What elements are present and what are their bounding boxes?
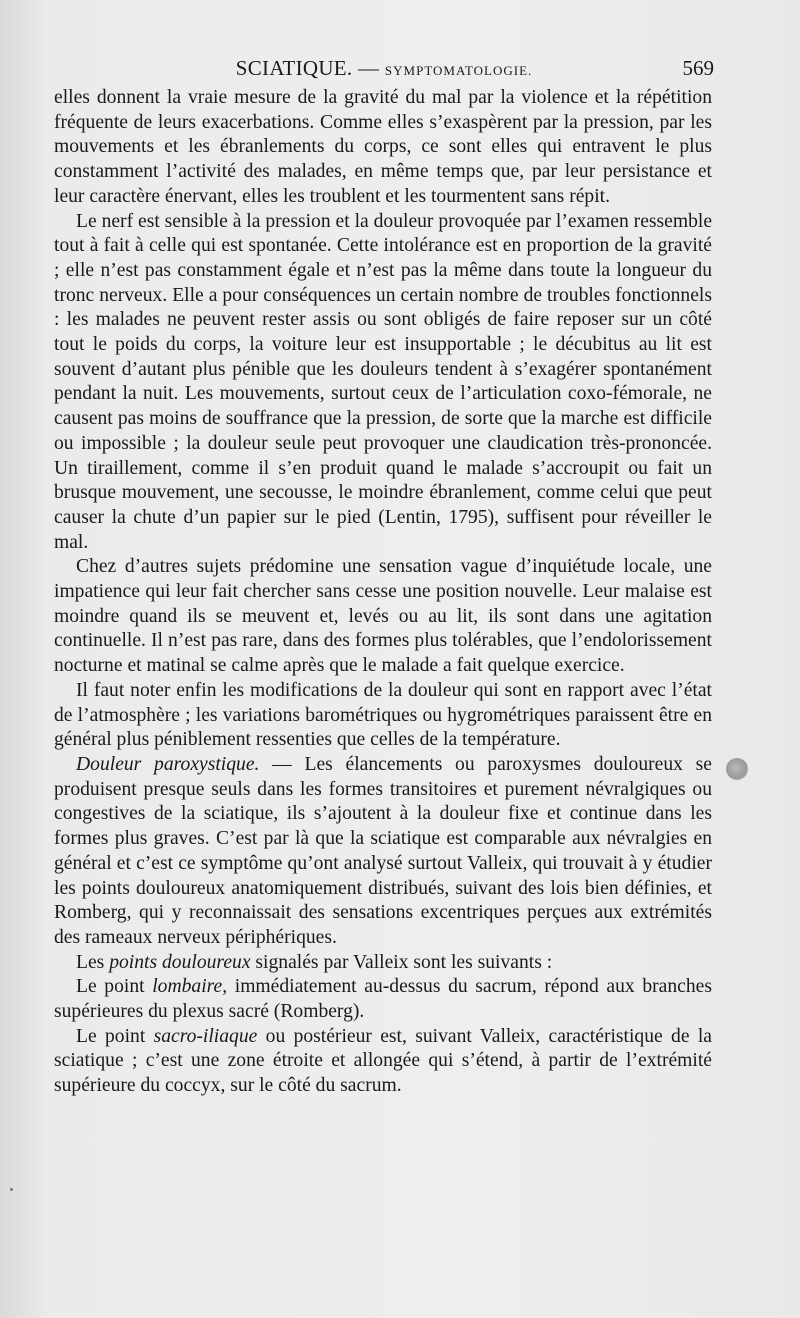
text-run: Il faut noter enfin les modifications de la douleur qui sont en rapport avec l’état de l’atmosphère ; les variations barométriques ou hygrométriques paraissent être en général plus péniblement ressenties que celles de la température. xyxy=(54,679,712,751)
italic-term: lombaire, xyxy=(152,976,228,998)
paragraph xyxy=(54,951,712,976)
paragraph xyxy=(54,555,712,679)
body-text xyxy=(54,86,712,1099)
paragraph xyxy=(54,210,712,556)
paragraph xyxy=(54,753,712,951)
paragraph xyxy=(54,679,712,753)
text-run: Chez d’autres sujets prédomine une sensation vague d’inquiétude locale, une impatience qui leur fait chercher sans cesse une position nouvelle. Leur malaise est moindre quand ils se meuvent et, levés ou au lit, ils sont dans une agitation continuelle. Il n’est pas rare, dans des formes plus tolérables, que l’endolorissement nocturne et matinal se calme après que le malade a fait quelque exercice. xyxy=(54,556,712,677)
title-separator: — xyxy=(358,56,380,80)
paragraph xyxy=(54,86,712,210)
text-run: immédiatement au-dessus du sacrum, répond aux branches supérieures du plexus sacré (Romberg). xyxy=(54,976,712,1023)
italic-term: points douloureux xyxy=(109,951,251,973)
text-run: signalés par Valleix sont les suivants : xyxy=(250,951,553,973)
italic-term: Douleur paroxystique. xyxy=(76,753,260,775)
text-run: ou postérieur est, suivant Valleix, caractéristique de la sciatique ; c’est une zone étroite et allongée qui s’étend, à partir de l’extrémité supérieure du coccyx, sur le côté du sacrum. xyxy=(54,1025,712,1097)
text-run: Les xyxy=(76,951,110,973)
margin-ink-spot xyxy=(726,758,748,780)
running-header xyxy=(54,56,714,86)
text-run: Le point xyxy=(76,1025,154,1047)
text-run: — Les élancements ou paroxysmes douloureux se produisent presque seuls dans les formes transitoires et purement névralgiques ou congestives de la sciatique, ils s’ajoutent à la douleur fixe et continue dans les formes plus graves. C’est par là que la sciatique est comparable aux névralgies en général et c’est ce symptôme qu’ont analysé surtout Valleix, qui trouvait à y étudier les points douloureux anatomiquement distribués, suivant des lois bien définies, et Romberg, qui y reconnaissait des sensations excentriques perçues aux extrémités des rameaux nerveux périphériques. xyxy=(54,753,712,948)
paragraph xyxy=(54,975,712,1024)
paragraph xyxy=(54,1025,712,1099)
text-run: Le nerf est sensible à la pression et la douleur provoquée par l’examen ressemble tout à fait à celle qui est spontanée. Cette intolérance est en proportion de la gravité ; elle n’est pas constamment égale et n’est pas la même dans toute la longueur du tronc nerveux. Elle a pour conséquences un certain nombre de troubles fonctionnels : les malades ne peuvent rester assis ou sont obligés de faire reposer sur un côté tout le poids du corps, la voiture leur est insupportable ; le décubitus au lit est souvent d’autant plus pénible que les douleurs tendent à s’exagérer spontanément pendant la nuit. Les mouvements, surtout ceux de l’articulation coxo-fémorale, ne causent pas moins de souffrance que la pression, de sorte que la marche est difficile ou impossible ; la douleur seule peut provoquer une claudication très-prononcée. Un tiraillement, comme il s’en produit quand le malade s’accroupit ou fait un brusque mouvement, une secousse, le moindre ébranlement, comme celui que peut causer la chute d’un papier sur le pied (Lentin, 1795), suffisent pour réveiller le mal. xyxy=(54,210,713,553)
page-number: 569 xyxy=(682,56,714,80)
section-title: SYMPTOMATOLOGIE. xyxy=(384,63,533,78)
chapter-title: SCIATIQUE. xyxy=(235,56,353,80)
running-title xyxy=(54,56,714,81)
text-run: elles donnent la vraie mesure de la gravité du mal par la violence et la répétition fréquente de leurs exacerbations. Comme elles s’exaspèrent par la pression, par les mouvements et les ébranlements du corps, ce sont elles qui entravent le plus constamment l’activité des malades, en même temps que, par leur persistance et leur caractère énervant, elles les troublent et les tourmentent sans répit. xyxy=(54,87,712,207)
italic-term: sacro-iliaque xyxy=(153,1025,258,1047)
text-run: Le point xyxy=(76,976,153,998)
margin-speck xyxy=(10,1188,13,1191)
